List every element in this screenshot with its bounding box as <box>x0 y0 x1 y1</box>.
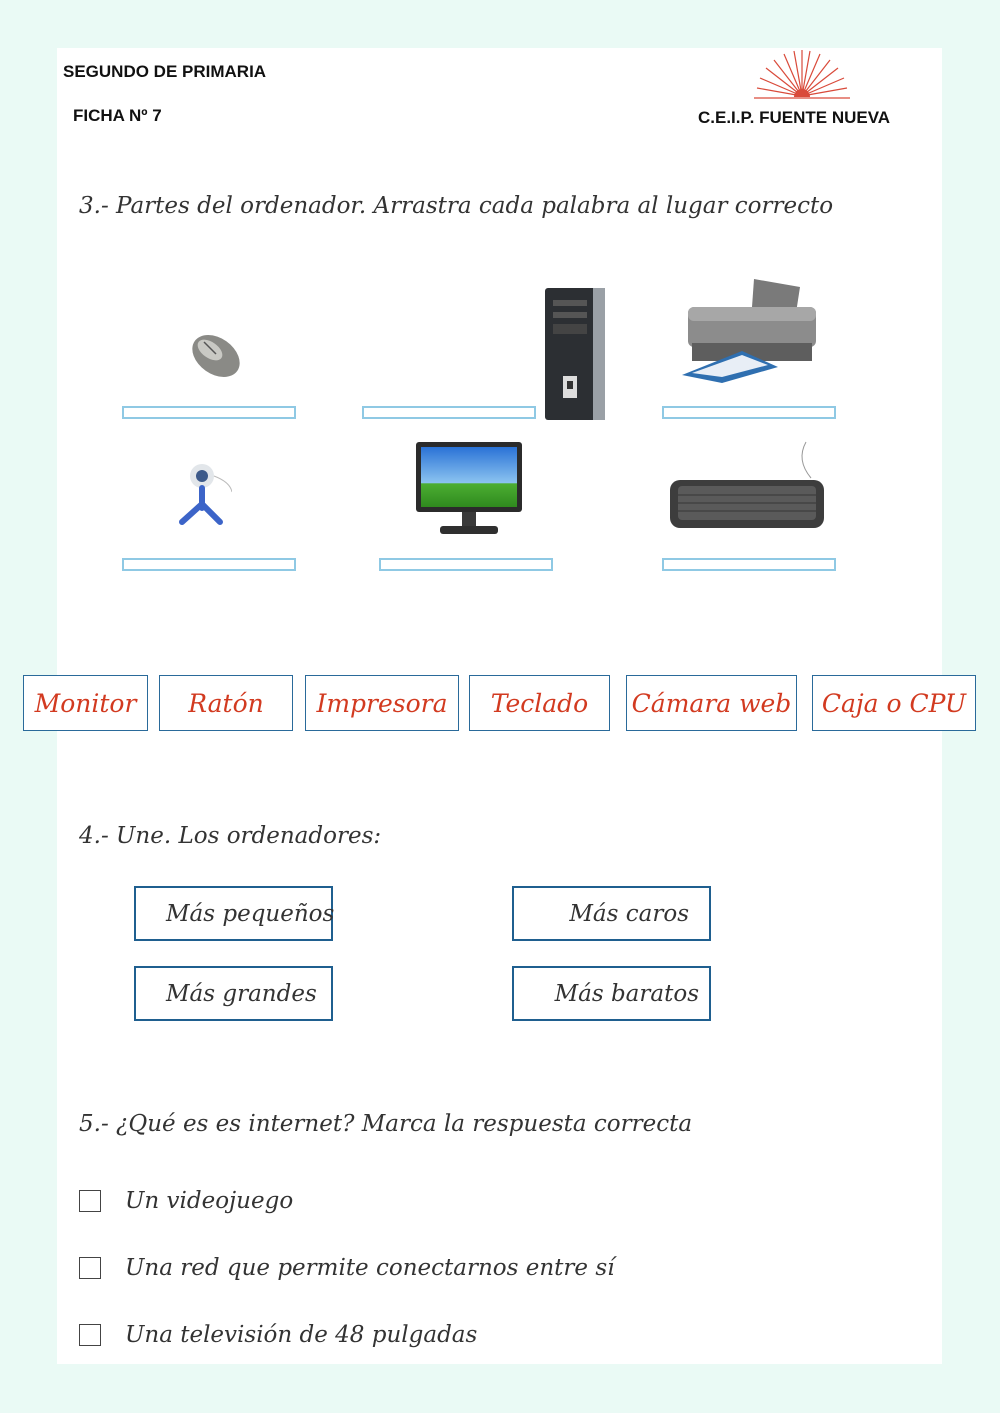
option-label: Una red que permite conectarnos entre sí <box>125 1255 615 1281</box>
section3-title: 3.- Partes del ordenador. Arrastra cada palabra al lugar correcto <box>79 193 834 219</box>
drop-zone-mouse[interactable] <box>122 406 296 419</box>
drop-zone-cpu[interactable] <box>362 406 536 419</box>
word-chip-impresora[interactable]: Impresora <box>305 675 459 731</box>
option-label: Un videojuego <box>125 1188 294 1214</box>
option-label: Una televisión de 48 pulgadas <box>125 1322 478 1348</box>
match-left-smaller[interactable]: Más pequeños <box>134 886 333 941</box>
school-logo-icon <box>752 50 852 102</box>
printer-image <box>682 277 822 383</box>
drop-zone-monitor[interactable] <box>379 558 553 571</box>
word-chip-teclado[interactable]: Teclado <box>469 675 610 731</box>
keyboard-image <box>666 440 828 532</box>
match-right-cheaper[interactable]: Más baratos <box>512 966 711 1021</box>
checkbox[interactable] <box>79 1324 101 1346</box>
sheet-number: FICHA Nº 7 <box>73 106 162 125</box>
checkbox[interactable] <box>79 1257 101 1279</box>
monitor-image <box>414 440 524 540</box>
match-left-bigger[interactable]: Más grandes <box>134 966 333 1021</box>
word-chip-caja-cpu[interactable]: Caja o CPU <box>812 675 976 731</box>
section4-title: 4.- Une. Los ordenadores: <box>79 823 382 849</box>
section5-title: 5.- ¿Qué es es internet? Marca la respuesta correcta <box>79 1111 693 1137</box>
drop-zone-keyboard[interactable] <box>662 558 836 571</box>
option-red[interactable] <box>79 1255 614 1281</box>
school-name: C.E.I.P. FUENTE NUEVA <box>698 108 891 127</box>
word-chip-monitor[interactable]: Monitor <box>23 675 148 731</box>
match-right-expensive[interactable]: Más caros <box>512 886 711 941</box>
mouse-image <box>186 330 246 382</box>
cpu-tower-image <box>543 286 607 422</box>
option-television[interactable] <box>79 1322 477 1348</box>
checkbox[interactable] <box>79 1190 101 1212</box>
word-chip-camara-web[interactable]: Cámara web <box>626 675 797 731</box>
webcam-image <box>172 462 232 532</box>
drop-zone-printer[interactable] <box>662 406 836 419</box>
option-videojuego[interactable] <box>79 1188 293 1214</box>
word-chip-raton[interactable]: Ratón <box>159 675 293 731</box>
grade-label: SEGUNDO DE PRIMARIA <box>63 62 267 81</box>
drop-zone-webcam[interactable] <box>122 558 296 571</box>
